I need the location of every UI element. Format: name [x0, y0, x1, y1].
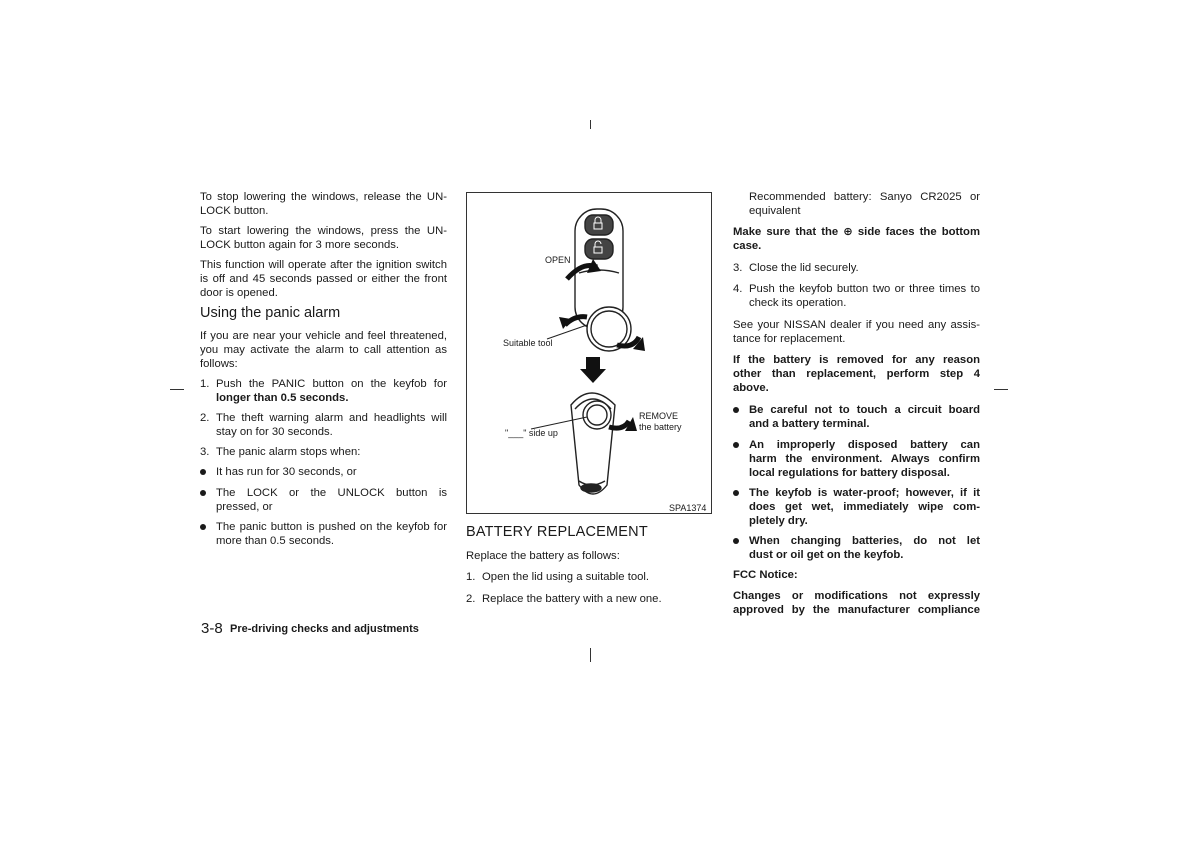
- bullet-item: [733, 403, 980, 431]
- bullet-icon: [733, 407, 739, 413]
- bullet-text: and a battery terminal.: [749, 418, 870, 430]
- figure-label-side-up: "___" side up: [505, 428, 558, 438]
- list-item: [733, 261, 980, 275]
- bullet-text: pletely dry.: [749, 515, 808, 527]
- step-number: 1.: [200, 378, 210, 390]
- figure-code: SPA1374: [669, 503, 707, 513]
- crop-mark-top: [590, 120, 591, 129]
- paragraph: See your NISSAN dealer if you need any assis-: [733, 319, 980, 331]
- paragraph: To stop lowering the windows, release the UN-: [200, 191, 447, 203]
- list-item: [200, 411, 447, 439]
- paragraph: tance for replacement.: [733, 333, 846, 345]
- step-text: check its operation.: [749, 297, 847, 309]
- bullet-text: dust or oil get on the keyfob.: [749, 549, 904, 561]
- step-number: 4.: [733, 283, 743, 295]
- step-text: Replace the battery with a new one.: [482, 593, 662, 605]
- bullet-text: harm the environment. Always confirm: [749, 453, 980, 465]
- bullet-text: does get wet, immediately wipe com-: [749, 501, 980, 513]
- bullet-text: pressed, or: [216, 501, 273, 513]
- step-text: Close the lid securely.: [749, 262, 859, 274]
- paragraph: Make sure that the ⊕ side faces the bottom: [733, 226, 980, 238]
- paragraph: Recommended battery: Sanyo CR2025 or: [749, 191, 980, 203]
- paragraph: is off and 45 seconds passed or either the front: [200, 273, 447, 285]
- list-item: [466, 570, 712, 584]
- bullet-icon: [733, 538, 739, 544]
- list-item: [200, 377, 447, 405]
- down-arrow-icon: [586, 357, 600, 369]
- bullet-icon: [200, 524, 206, 530]
- step-number: 2.: [200, 412, 210, 424]
- keyfob-battery-figure: [466, 192, 712, 514]
- step-number: 2.: [466, 593, 476, 605]
- bullet-icon: [733, 490, 739, 496]
- paragraph: This function will operate after the ignition switch: [200, 259, 447, 271]
- step-text: Push the keyfob button two or three times to: [749, 283, 980, 295]
- figure-label-remove-battery: the battery: [639, 422, 682, 432]
- bullet-text: more than 0.5 seconds.: [216, 535, 335, 547]
- bullet-text: The keyfob is water-proof; however, if it: [749, 487, 980, 499]
- list-item: [733, 282, 980, 310]
- bullet-text: An improperly disposed battery can: [749, 439, 980, 451]
- step-text: The panic alarm stops when:: [216, 446, 361, 458]
- paragraph: If the battery is removed for any reason: [733, 354, 980, 366]
- bullet-text: Be careful not to touch a circuit board: [749, 404, 980, 416]
- paragraph: If you are near your vehicle and feel threatened,: [200, 330, 447, 342]
- keyfob-illustration: [467, 193, 711, 513]
- paragraph: To start lowering the windows, press the UN-: [200, 225, 447, 237]
- paragraph: follows:: [200, 358, 238, 370]
- figure-label-tool: Suitable tool: [503, 338, 553, 348]
- bullet-item: [200, 520, 447, 548]
- paragraph: other than replacement, perform step 4: [733, 368, 980, 380]
- crop-mark-right: [994, 389, 1008, 390]
- bullet-item: [733, 438, 980, 480]
- bullet-item: [733, 534, 980, 562]
- paragraph: equivalent: [749, 205, 801, 217]
- step-text: The theft warning alarm and headlights will: [216, 412, 447, 424]
- paragraph: case.: [733, 240, 762, 252]
- paragraph: Replace the battery as follows:: [466, 550, 620, 562]
- bullet-item: [200, 465, 447, 479]
- section-heading: Using the panic alarm: [200, 305, 341, 321]
- bullet-text: When changing batteries, do not let: [749, 535, 980, 547]
- bullet-text: The LOCK or the UNLOCK button is: [216, 487, 447, 499]
- step-number: 3.: [733, 262, 743, 274]
- paragraph: approved by the manufacturer compliance: [733, 604, 980, 616]
- bullet-text: It has run for 30 seconds, or: [216, 466, 357, 478]
- section-heading: BATTERY REPLACEMENT: [466, 524, 648, 540]
- figure-label-remove: REMOVE: [639, 411, 679, 421]
- list-item: [200, 445, 447, 459]
- step-text: Open the lid using a suitable tool.: [482, 571, 650, 583]
- bullet-item: [733, 486, 980, 528]
- bullet-icon: [200, 490, 206, 496]
- bullet-item: [200, 486, 447, 514]
- bullet-icon: [200, 469, 206, 475]
- fcc-heading: FCC Notice:: [733, 569, 798, 581]
- bullet-icon: [733, 442, 739, 448]
- crop-mark-left: [170, 389, 184, 390]
- paragraph: door is opened.: [200, 287, 278, 299]
- page-number: 3-8: [201, 620, 223, 637]
- step-number: 3.: [200, 446, 210, 458]
- figure-label-open: OPEN: [545, 255, 571, 265]
- paragraph: you may activate the alarm to call attention as: [200, 344, 447, 356]
- chapter-title: Pre-driving checks and adjustments: [230, 623, 419, 635]
- step-text: Push the PANIC button on the keyfob for: [216, 378, 447, 390]
- keyfob-open-drawing: [575, 209, 631, 351]
- paragraph: above.: [733, 382, 769, 394]
- step-text: longer than 0.5 seconds.: [216, 392, 349, 404]
- crop-mark-bottom: [590, 648, 591, 662]
- paragraph: LOCK button.: [200, 205, 269, 217]
- keyfob-closed-drawing: [571, 393, 615, 494]
- paragraph: Changes or modifications not expressly: [733, 590, 980, 602]
- list-item: [466, 592, 712, 606]
- step-text: stay on for 30 seconds.: [216, 426, 333, 438]
- paragraph: LOCK button again for 3 more seconds.: [200, 239, 400, 251]
- step-number: 1.: [466, 571, 476, 583]
- bullet-text: local regulations for battery disposal.: [749, 467, 950, 479]
- bullet-text: The panic button is pushed on the keyfob for: [216, 521, 447, 533]
